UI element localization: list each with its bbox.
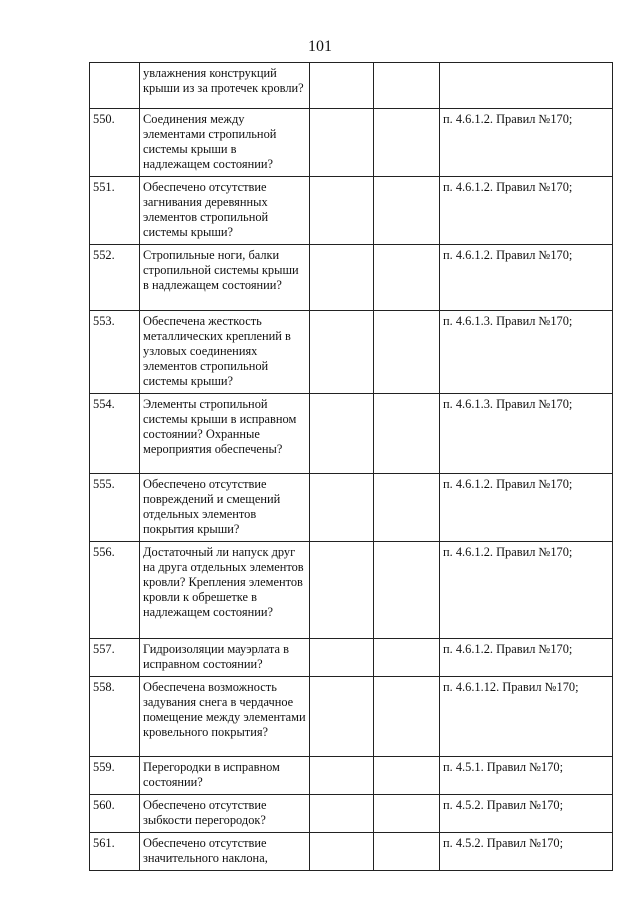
table-row [90,245,613,311]
row-reference: п. 4.6.1.2. Правил №170; [440,474,613,542]
row-reference: п. 4.6.1.3. Правил №170; [440,311,613,394]
checklist-table [89,62,613,871]
row-question: Элементы стропильной системы крыши в исправном состоянии? Охранные мероприятия обеспечены? [140,394,310,474]
answer-cell [310,833,374,871]
row-reference: п. 4.6.1.3. Правил №170; [440,394,613,474]
table-row [90,394,613,474]
table-row [90,109,613,177]
row-number: 559. [90,757,140,795]
row-number: 556. [90,542,140,639]
answer-cell [374,795,440,833]
answer-cell [374,245,440,311]
row-number: 550. [90,109,140,177]
answer-cell [374,177,440,245]
row-question: Стропильные ноги, балки стропильной системы крыши в надлежащем состоянии? [140,245,310,311]
table-row [90,542,613,639]
row-question: Обеспечено отсутствие зыбкости перегородок? [140,795,310,833]
answer-cell [374,677,440,757]
answer-cell [310,795,374,833]
row-number: 561. [90,833,140,871]
row-reference: п. 4.6.1.2. Правил №170; [440,109,613,177]
row-number: 560. [90,795,140,833]
answer-cell [310,245,374,311]
answer-cell [310,757,374,795]
row-question: Обеспечено отсутствие повреждений и смещений отдельных элементов покрытия крыши? [140,474,310,542]
table-row [90,177,613,245]
row-number: 554. [90,394,140,474]
answer-cell [374,833,440,871]
answer-cell [374,109,440,177]
row-reference: п. 4.5.2. Правил №170; [440,833,613,871]
row-reference: п. 4.6.1.12. Правил №170; [440,677,613,757]
row-question: Обеспечено отсутствие загнивания деревянных элементов стропильной системы крыши? [140,177,310,245]
row-reference: п. 4.6.1.2. Правил №170; [440,177,613,245]
answer-cell [374,394,440,474]
answer-cell [374,474,440,542]
row-question: увлажнения конструкций крыши из за протечек кровли? [140,63,310,109]
row-question: Обеспечено отсутствие значительного наклона, [140,833,310,871]
answer-cell [310,311,374,394]
table-row [90,757,613,795]
answer-cell [310,394,374,474]
answer-cell [310,109,374,177]
answer-cell [310,639,374,677]
row-number: 555. [90,474,140,542]
answer-cell [374,757,440,795]
answer-cell [310,63,374,109]
table-row [90,795,613,833]
table-row [90,311,613,394]
row-number: 557. [90,639,140,677]
answer-cell [310,542,374,639]
row-reference [440,63,613,109]
row-question: Обеспечена возможность задувания снега в чердачное помещение между элементами кровельного покрытия? [140,677,310,757]
table-row [90,833,613,871]
answer-cell [374,639,440,677]
row-question: Соединения между элементами стропильной системы крыши в надлежащем состоянии? [140,109,310,177]
answer-cell [374,311,440,394]
table-row [90,639,613,677]
row-number: 553. [90,311,140,394]
row-reference: п. 4.6.1.2. Правил №170; [440,245,613,311]
row-question: Обеспечена жесткость металлических креплений в узловых соединениях элементов стропильной системы крыши? [140,311,310,394]
page-number: 101 [308,38,332,55]
row-reference: п. 4.5.2. Правил №170; [440,795,613,833]
answer-cell [310,474,374,542]
row-number [90,63,140,109]
table-row [90,474,613,542]
row-question: Перегородки в исправном состоянии? [140,757,310,795]
answer-cell [374,542,440,639]
row-number: 558. [90,677,140,757]
row-reference: п. 4.5.1. Правил №170; [440,757,613,795]
row-reference: п. 4.6.1.2. Правил №170; [440,639,613,677]
answer-cell [310,677,374,757]
answer-cell [310,177,374,245]
answer-cell [374,63,440,109]
row-number: 551. [90,177,140,245]
row-number: 552. [90,245,140,311]
row-question: Достаточный ли напуск друг на друга отдельных элементов кровли? Крепления элементов кровли к обрешетке в надлежащем состоянии? [140,542,310,639]
row-question: Гидроизоляции мауэрлата в исправном состоянии? [140,639,310,677]
row-reference: п. 4.6.1.2. Правил №170; [440,542,613,639]
table-row [90,63,613,109]
table-row [90,677,613,757]
